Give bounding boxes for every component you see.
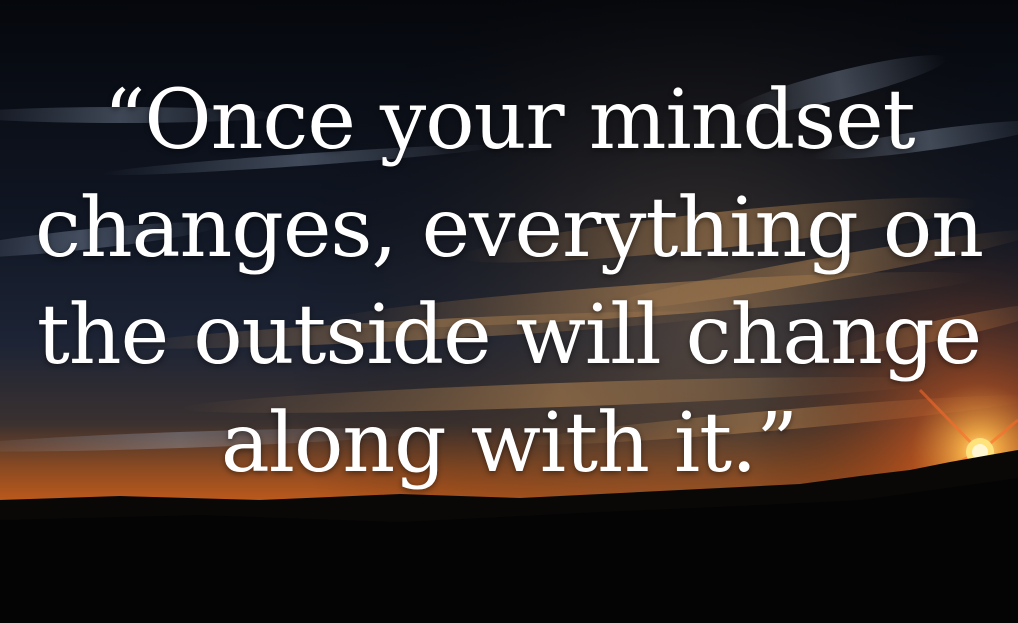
quote-line-2: changes, everything on (34, 181, 984, 276)
quote-line-3: the outside will change (36, 288, 982, 383)
quote-line-1: “Once your mindset (103, 73, 915, 168)
quote-line-4: along with it.” (220, 396, 798, 491)
